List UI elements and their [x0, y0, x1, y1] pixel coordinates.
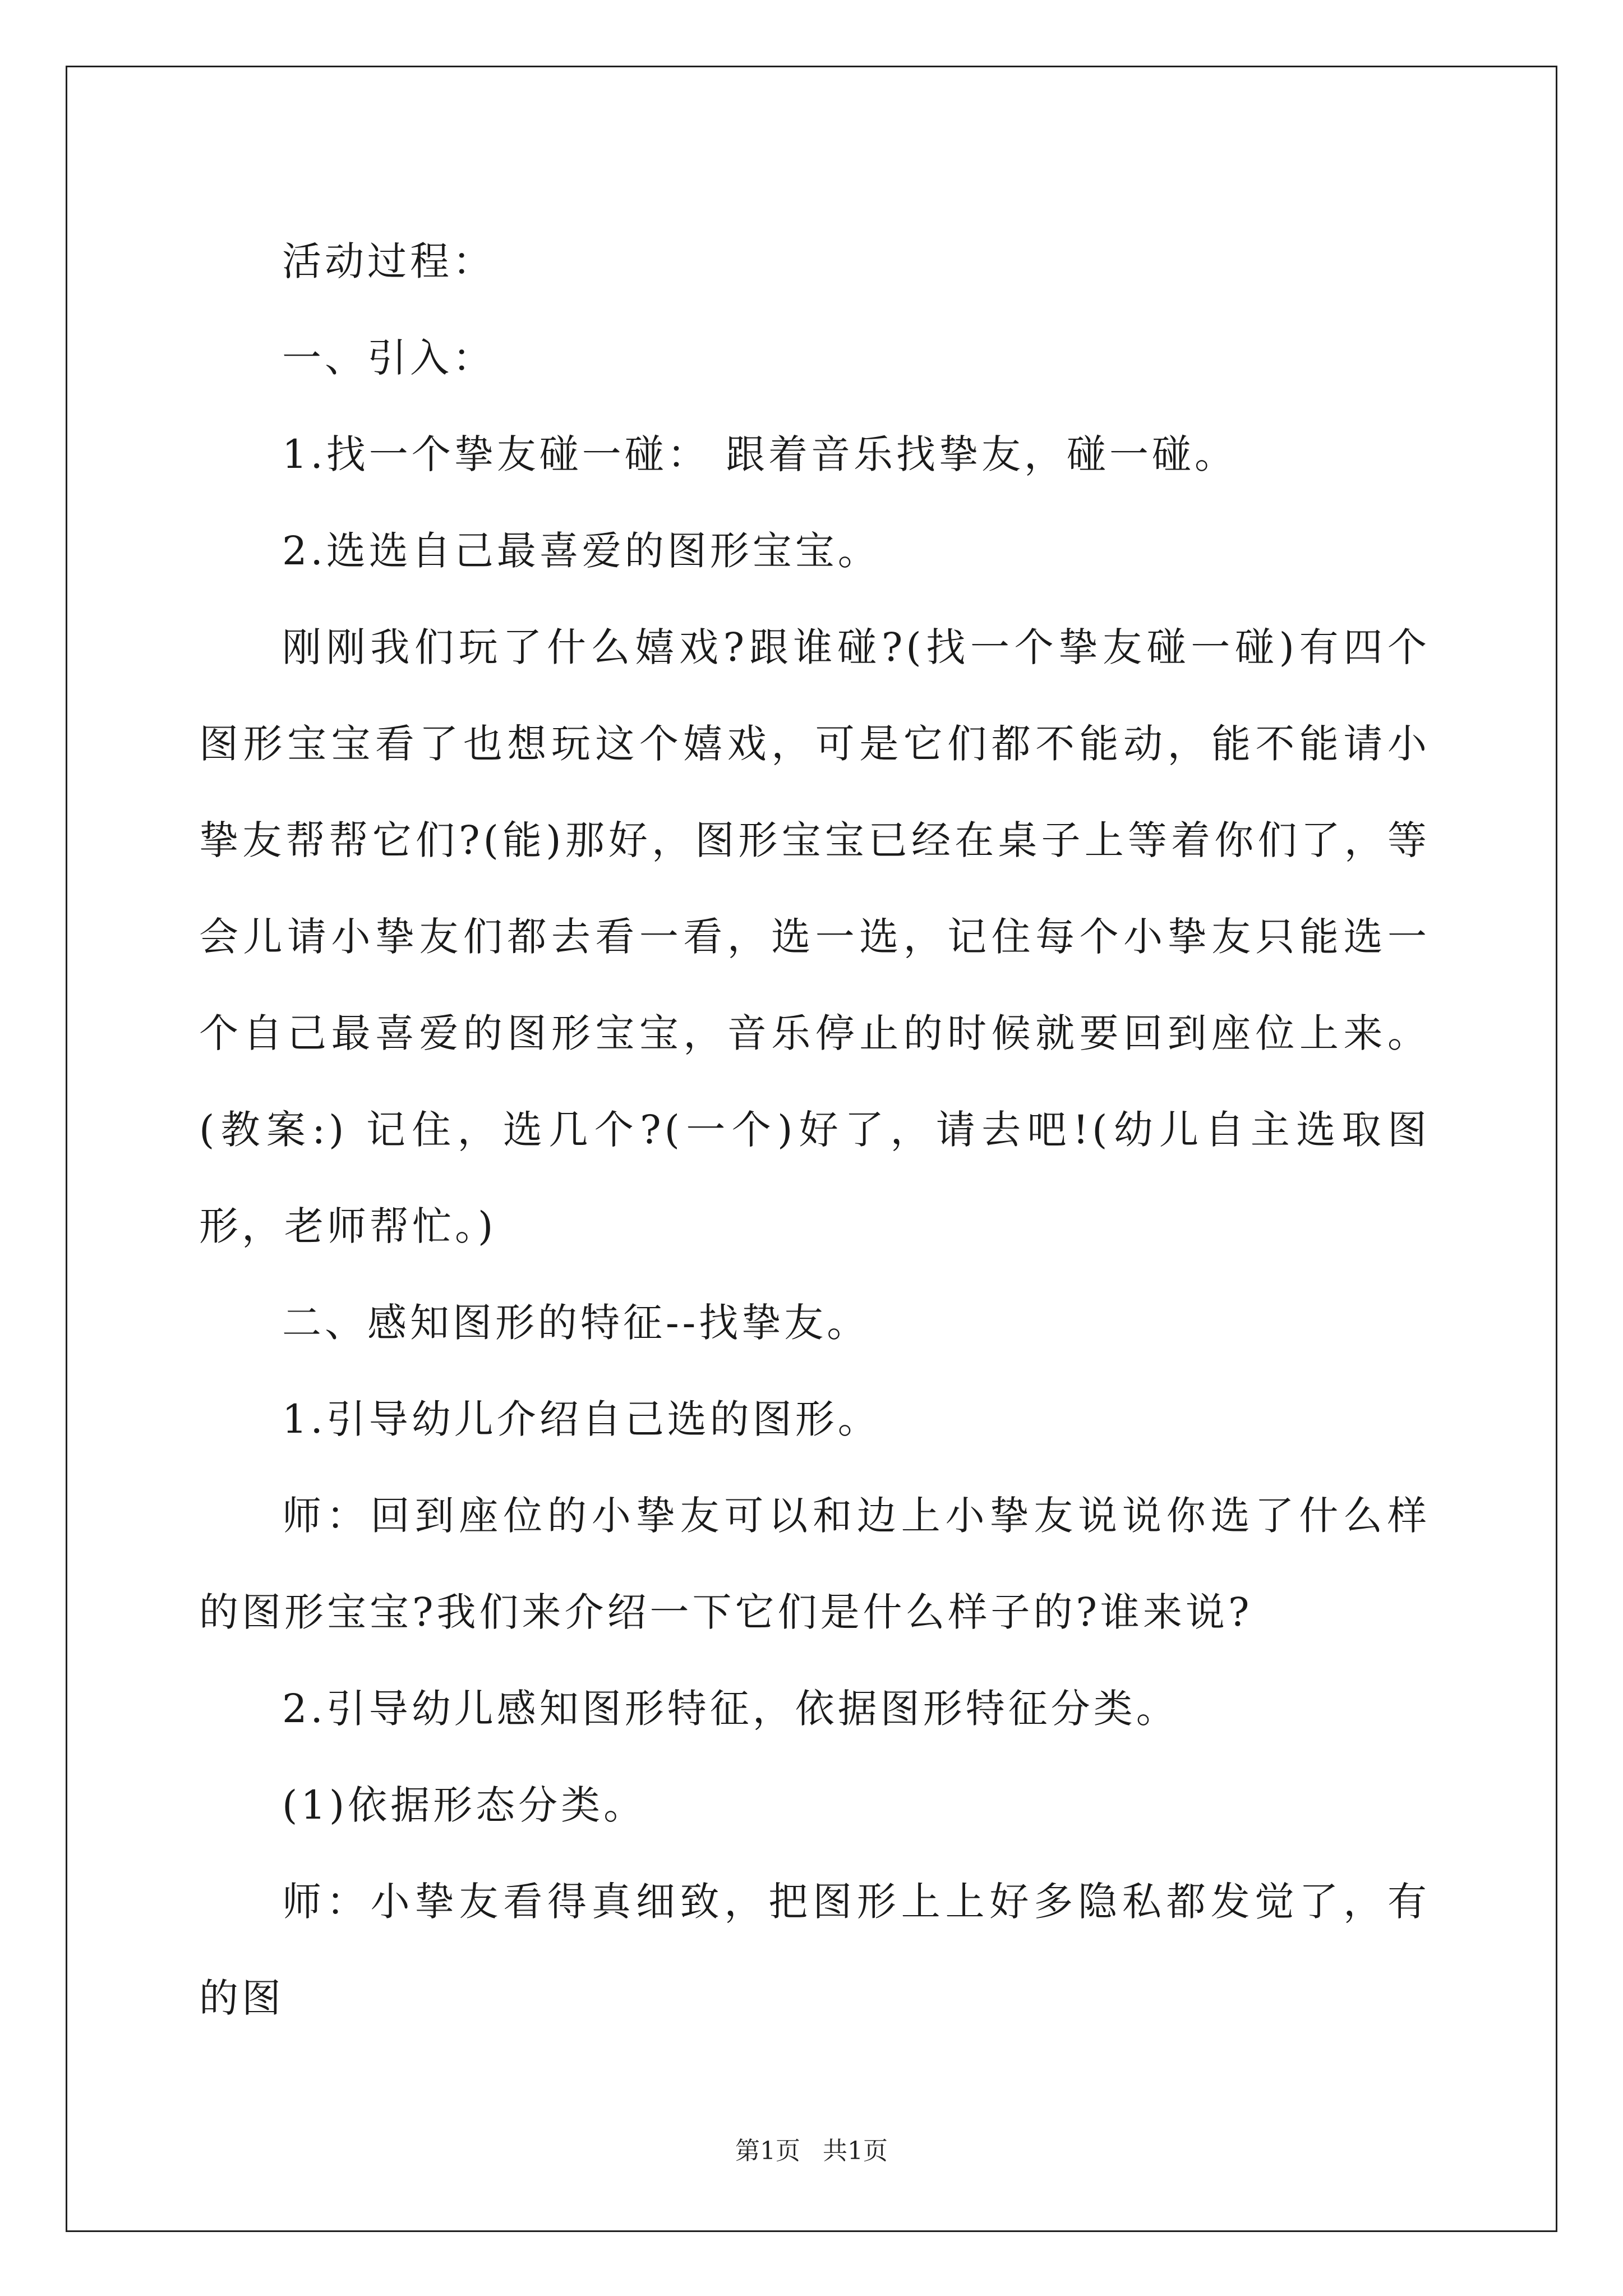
- paragraph-step-2-2: 2.引导幼儿感知图形特征，依据图形特征分类。: [282, 1686, 1179, 1732]
- paragraph-section-intro: 一、引入：: [282, 335, 495, 381]
- page-number-total: 共1页: [823, 2137, 888, 2165]
- page-footer: [0, 2134, 1623, 2168]
- paragraph-classify-by-shape: (1)依据形态分类。: [282, 1782, 647, 1828]
- paragraph-activity-process: 活动过程：: [282, 238, 495, 284]
- paragraph-teacher-comment: 师：小挚友看得真细致，把图形上上好多隐私都发觉了，有的图: [199, 1879, 1430, 2021]
- paragraph-game-description: 刚刚我们玩了什么嬉戏?跟谁碰?(找一个挚友碰一碰)有四个图形宝宝看了也想玩这个嬉戏，可是它们都不能动，能不能请小挚友帮帮它们?(能)那好，图形宝宝已经在桌子上等着你们了，等会儿请小挚友们都去看一看，选一选，记住每个小挚友只能选一个自己最喜爱的图形宝宝，音乐停止的时候就要回到座位上来。(教案:) 记住，选几个?(一个)好了，请去吧!(幼儿自主选取图形，老师帮忙。): [199, 624, 1430, 1249]
- document-body: [199, 213, 1430, 2046]
- paragraph-step-1: 1.找一个挚友碰一碰： 跟着音乐找挚友，碰一碰。: [282, 431, 1238, 477]
- page-number-current: 第1页: [735, 2137, 800, 2165]
- paragraph-step-2-1: 1.引导幼儿介绍自己选的图形。: [282, 1396, 880, 1442]
- paragraph-step-2: 2.选选自己最喜爱的图形宝宝。: [282, 528, 880, 574]
- paragraph-teacher-prompt: 师：回到座位的小挚友可以和边上小挚友说说你选了什么样的图形宝宝?我们来介绍一下它们是什么样子的?谁来说?: [199, 1493, 1430, 1635]
- paragraph-section-two: 二、感知图形的特征--找挚友。: [282, 1300, 870, 1346]
